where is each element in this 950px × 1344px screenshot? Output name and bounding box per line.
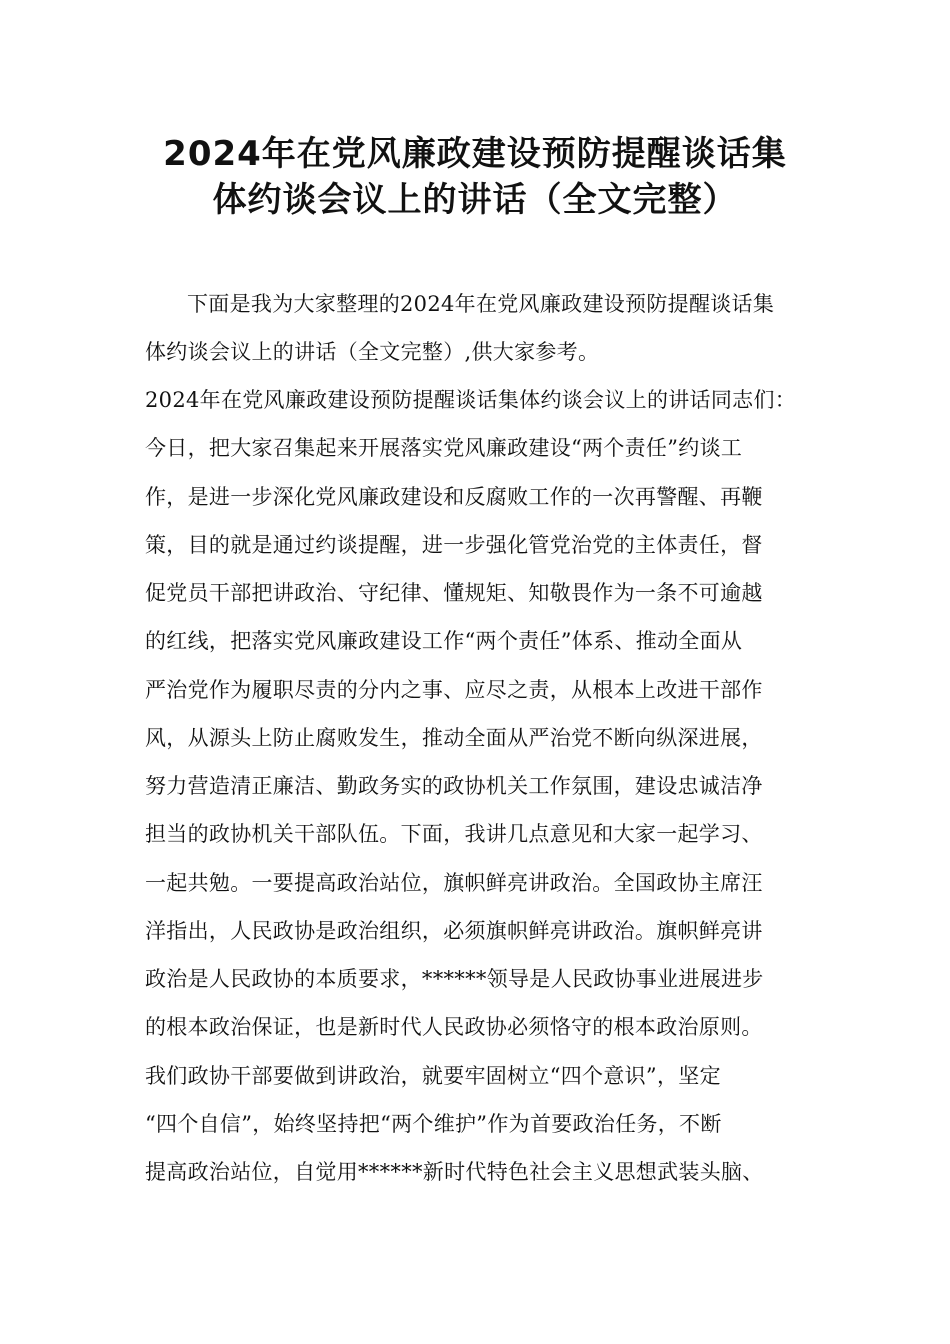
body-line-10: 风，从源头上防止腐败发生，推动全面从严治党不断向纵深进展，	[145, 726, 763, 750]
body-line-2: 体约谈会议上的讲话（全文完整）,供大家参考。	[145, 340, 600, 364]
body-line-14: 洋指出，人民政协是政治组织，必须旗帜鲜亮讲政治。旗帜鲜亮讲	[145, 919, 763, 943]
body-line-8: 的红线，把落实党风廉政建设工作“两个责任”体系、推动全面从	[145, 629, 743, 653]
body-line-17: 我们政协干部要做到讲政治，就要牢固树立“四个意识”，坚定	[145, 1064, 721, 1088]
body-line-3: 2024年在党风廉政建设预防提醒谈话集体约谈会议上的讲话同志们：	[145, 388, 797, 412]
body-line-16: 的根本政治保证，也是新时代人民政协必须恪守的根本政治原则。	[145, 1015, 763, 1039]
document-title-line-2: 体约谈会议上的讲话（全文完整）	[212, 180, 738, 220]
body-line-19: 提高政治站位，自觉用******新时代特色社会主义思想武装头脑、	[145, 1160, 764, 1184]
body-line-5: 作，是进一步深化党风廉政建设和反腐败工作的一次再警醒、再鞭	[145, 485, 763, 509]
body-line-13: 一起共勉。一要提高政治站位，旗帜鲜亮讲政治。全国政协主席汪	[145, 871, 763, 895]
body-line-7: 促党员干部把讲政治、守纪律、懂规矩、知敬畏作为一条不可逾越	[145, 581, 763, 605]
body-line-12: 担当的政协机关干部队伍。下面，我讲几点意见和大家一起学习、	[145, 822, 763, 846]
body-line-1: 下面是我为大家整理的2024年在党风廉政建设预防提醒谈话集	[187, 292, 775, 316]
document-title-line-1: 2024年在党风廉政建设预防提醒谈话集	[163, 134, 787, 174]
body-line-4: 今日，把大家召集起来开展落实党风廉政建设“两个责任”约谈工	[145, 436, 743, 460]
body-line-11: 努力营造清正廉洁、勤政务实的政协机关工作氛围，建设忠诚洁净	[145, 774, 763, 798]
body-line-6: 策，目的就是通过约谈提醒，进一步强化管党治党的主体责任，督	[145, 533, 763, 557]
body-line-15: 政治是人民政协的本质要求，******领导是人民政协事业进展进步	[145, 967, 764, 991]
body-line-9: 严治党作为履职尽责的分内之事、应尽之责，从根本上改进干部作	[145, 678, 763, 702]
body-line-18: “四个自信”，始终坚持把“两个维护”作为首要政治任务，不断	[145, 1112, 722, 1136]
